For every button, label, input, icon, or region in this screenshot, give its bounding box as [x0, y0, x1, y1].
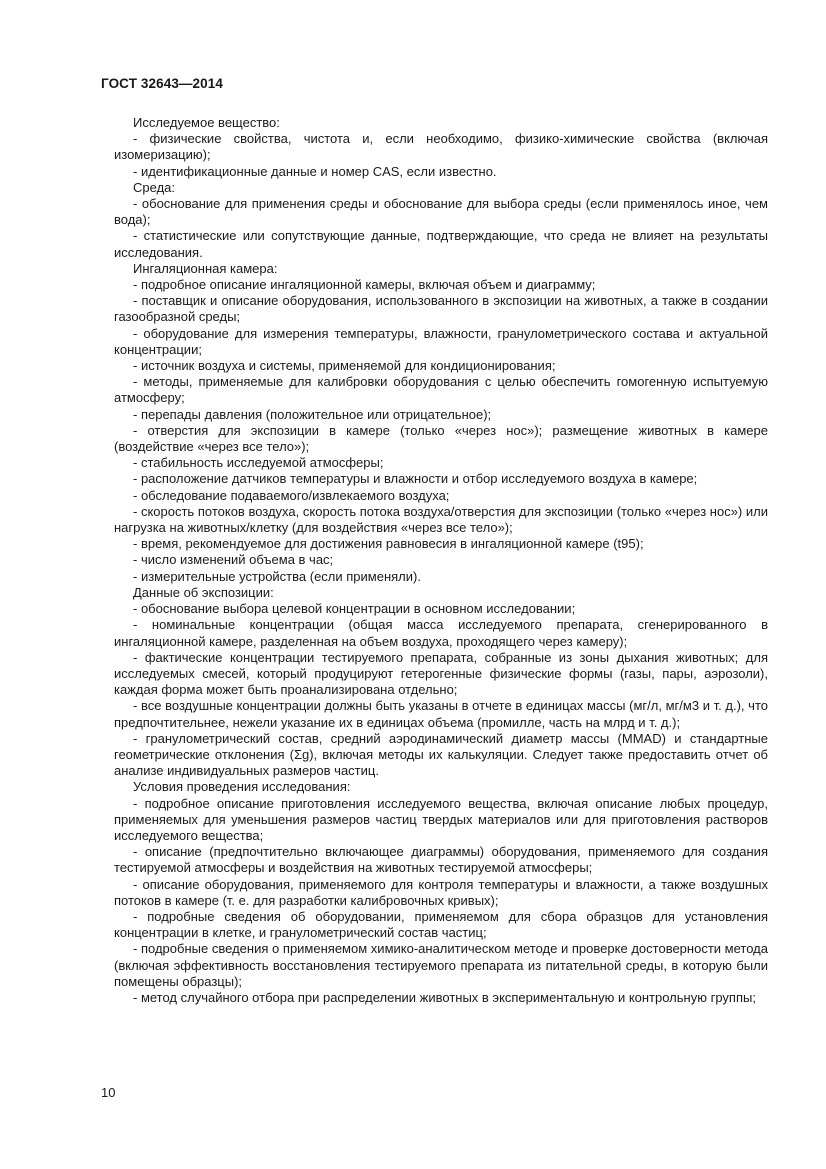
list-item: - отверстия для экспозиции в камере (только «через нос»); размещение животных в камере (воздействие «через все тело»);	[114, 422, 768, 455]
section-heading-exposure: Данные об экспозиции:	[133, 584, 274, 600]
list-item: - все воздушные концентрации должны быть указаны в отчете в единицах массы (мг/л, мг/м3 и т. д.), что предпочтительнее, нежели указание их в единицах объема (промилле, часть на млрд и т. д.);	[114, 698, 768, 730]
list-item: - измерительные устройства (если применяли).	[133, 568, 421, 584]
list-item: - оборудование для измерения температуры, влажности, гранулометрического состава и актуальной концентрации;	[114, 325, 768, 357]
list-item: - фактические концентрации тестируемого препарата, собранные из зоны дыхания животных; для исследуемых смесей, который продуцируют гетерогенные физические формы (газы, пары, аэрозоли), каждая форма может быть проанализирована отдельно;	[114, 649, 768, 698]
list-item: - перепады давления (положительное или отрицательное);	[133, 406, 492, 422]
section-heading-substance: Исследуемое вещество:	[133, 115, 280, 130]
list-item: - номинальные концентрации (общая масса исследуемого препарата, сгенерированного в ингаляционной камере, разделенная на объем воздуха, проходящего через камеру);	[114, 617, 768, 649]
list-item: - обследование подаваемого/извлекаемого воздуха;	[133, 487, 450, 503]
list-item: - подробные сведения об оборудовании, применяемом для сбора образцов для установления концентрации в клетке, и гранулометрический состав частиц;	[114, 908, 768, 941]
document-header: ГОСТ 32643—2014	[101, 76, 223, 91]
list-item: - идентификационные данные и номер CAS, если известно.	[133, 163, 497, 179]
list-item: - обоснование выбора целевой концентрации в основном исследовании;	[133, 601, 576, 617]
list-item: - описание оборудования, применяемого для контроля температуры и влажности, а также воздушных потоков в камере (т. е. для разработки калибровочных кривых);	[114, 876, 768, 908]
list-item: - физические свойства, чистота и, если необходимо, физико-химические свойства (включая изомеризацию);	[114, 131, 768, 163]
list-item: - методы, применяемые для калибровки оборудования с целью обеспечить гомогенную испытуемую атмосферу;	[114, 374, 768, 406]
page-number: 10	[101, 1085, 116, 1100]
list-item: - подробные сведения о применяемом химико-аналитическом методе и проверке достоверности метода (включая эффективность восстановления тестируемого препарата из питательной среды, в которую были помещены образцы);	[114, 941, 768, 989]
list-item: - гранулометрический состав, средний аэродинамический диаметр массы (MMAD) и стандартные геометрические отклонения (Σg), включая методы их калькуляции. Следует также предоставить отчет об анализе индивидуальных размеров частиц.	[114, 730, 768, 779]
list-item: - статистические или сопутствующие данные, подтверждающие, что среда не влияет на результаты исследования.	[114, 228, 768, 260]
page-content	[114, 115, 768, 1006]
section-heading-medium: Среда:	[133, 179, 175, 195]
list-item: - метод случайного отбора при распределении животных в экспериментальную и контрольную группы;	[133, 989, 756, 1005]
list-item: - подробное описание ингаляционной камеры, включая объем и диаграмму;	[133, 277, 596, 293]
list-item: - стабильность исследуемой атмосферы;	[133, 455, 384, 471]
list-item: - описание (предпочтительно включающее диаграммы) оборудования, применяемого для создания тестируемой атмосферы и воздействия на животных тестируемой атмосферы;	[114, 844, 768, 876]
list-item: - поставщик и описание оборудования, использованного в экспозиции на животных, а также в создании газообразной среды;	[114, 293, 768, 325]
section-heading-conditions: Условия проведения исследования:	[133, 779, 351, 795]
list-item: - скорость потоков воздуха, скорость потока воздуха/отверстия для экспозиции (только «через нос») или нагрузка на животных/клетку (для воздействия «через все тело»);	[114, 503, 768, 536]
list-item: - источник воздуха и системы, применяемой для кондиционирования;	[133, 358, 556, 374]
list-item: - подробное описание приготовления исследуемого вещества, включая описание любых процедур, применяемых для уменьшения размеров частиц твердых материалов или для приготовления растворов исследуемого вещества;	[114, 795, 768, 843]
list-item: - число изменений объема в час;	[133, 552, 334, 568]
section-heading-chamber: Ингаляционная камера:	[133, 260, 278, 276]
list-item: - время, рекомендуемое для достижения равновесия в ингаляционной камере (t95);	[133, 536, 644, 552]
list-item: - обоснование для применения среды и обоснование для выбора среды (если применялось иное, чем вода);	[114, 196, 768, 228]
list-item: - расположение датчиков температуры и влажности и отбор исследуемого воздуха в камере;	[133, 471, 698, 487]
